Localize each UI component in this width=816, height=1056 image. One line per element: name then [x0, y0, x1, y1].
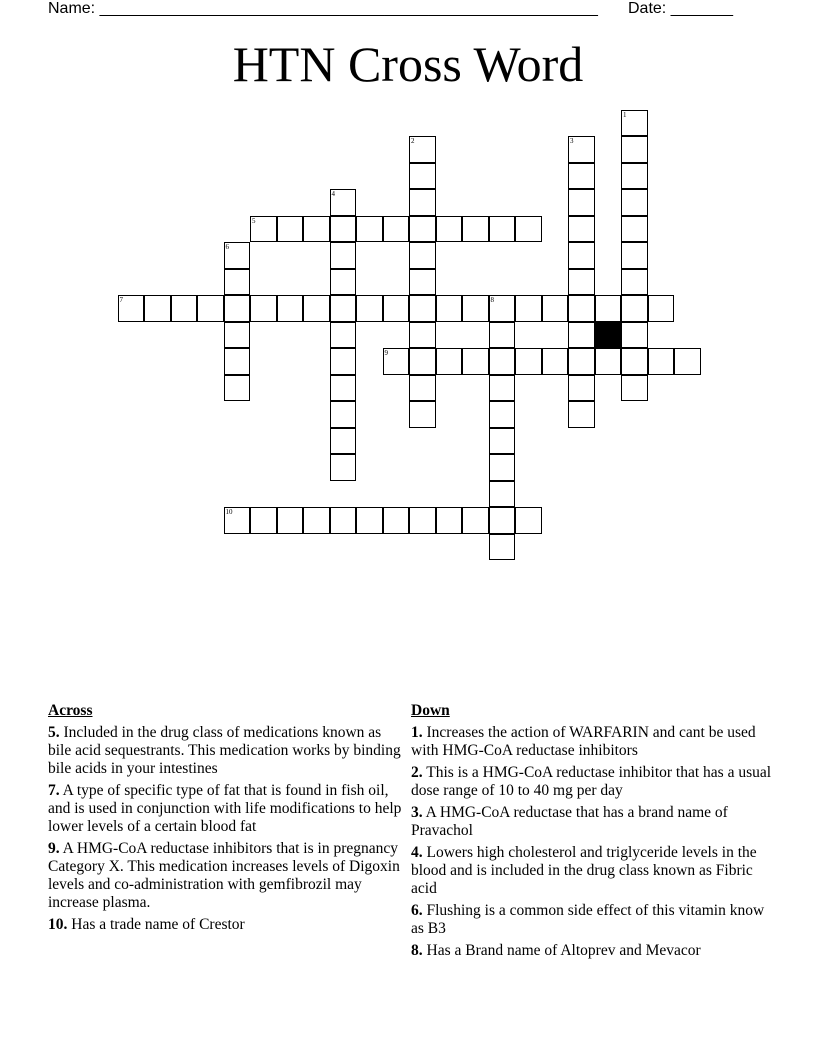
- clue-text: Lowers high cholesterol and triglyceride levels in the blood and is included in the drug class known as Fibric acid: [411, 844, 757, 897]
- clue-text: Flushing is a common side effect of this vitamin know as B3: [411, 902, 765, 937]
- grid-cell[interactable]: [436, 507, 463, 534]
- grid-cell[interactable]: [489, 481, 516, 508]
- grid-cell[interactable]: [383, 348, 410, 375]
- grid-cell[interactable]: [409, 216, 436, 243]
- grid-cell[interactable]: [621, 136, 648, 163]
- grid-cell[interactable]: [277, 507, 304, 534]
- grid-cell[interactable]: [568, 269, 595, 296]
- clue-down-6: [411, 902, 776, 938]
- grid-cell[interactable]: [409, 163, 436, 190]
- grid-cell[interactable]: [568, 189, 595, 216]
- page-title: HTN Cross Word: [232, 36, 584, 92]
- grid-cell[interactable]: [356, 507, 383, 534]
- cell-number: 2: [411, 137, 415, 145]
- grid-cell[interactable]: [224, 242, 251, 269]
- grid-cell[interactable]: [409, 507, 436, 534]
- clue-text: Included in the drug class of medications known as bile acid sequestrants. This medication works by binding bile acids in your intestines: [48, 724, 401, 777]
- grid-cell[interactable]: [489, 322, 516, 349]
- grid-cell[interactable]: [648, 348, 675, 375]
- clue-number: 2.: [411, 764, 423, 781]
- grid-cell[interactable]: [489, 454, 516, 481]
- grid-cell[interactable]: [568, 401, 595, 428]
- grid-cell[interactable]: [542, 295, 569, 322]
- grid-cell[interactable]: [621, 322, 648, 349]
- clue-text: A HMG-CoA reductase that has a brand name of Pravachol: [411, 804, 728, 839]
- grid-cell[interactable]: [621, 110, 648, 137]
- cell-number: 3: [570, 137, 574, 145]
- grid-cell[interactable]: [621, 295, 648, 322]
- grid-cell[interactable]: [568, 375, 595, 402]
- grid-cell[interactable]: [462, 507, 489, 534]
- grid-cell[interactable]: [568, 216, 595, 243]
- grid-cell[interactable]: [330, 401, 357, 428]
- grid-cell[interactable]: [436, 348, 463, 375]
- clue-number: 10.: [48, 916, 68, 933]
- grid-cell[interactable]: [489, 216, 516, 243]
- grid-cell[interactable]: [197, 295, 224, 322]
- grid-cell[interactable]: [621, 242, 648, 269]
- clue-text: Has a Brand name of Altoprev and Mevacor: [426, 942, 701, 959]
- grid-cell[interactable]: [224, 269, 251, 296]
- grid-cell[interactable]: [224, 348, 251, 375]
- grid-cell[interactable]: [409, 375, 436, 402]
- grid-cell[interactable]: [330, 322, 357, 349]
- down-heading: Down: [411, 702, 450, 719]
- clue-across-7: [48, 782, 408, 836]
- grid-cell[interactable]: [409, 189, 436, 216]
- clue-number: 7.: [48, 782, 60, 799]
- cell-number: 4: [331, 190, 335, 198]
- grid-cell[interactable]: [595, 348, 622, 375]
- across-clues: [48, 702, 408, 938]
- grid-cell[interactable]: [144, 295, 171, 322]
- grid-cell[interactable]: [595, 295, 622, 322]
- grid-cell[interactable]: [542, 348, 569, 375]
- grid-cell[interactable]: [330, 454, 357, 481]
- grid-cell[interactable]: [383, 295, 410, 322]
- cell-number: 1: [623, 110, 627, 119]
- grid-cell[interactable]: [409, 348, 436, 375]
- grid-cell[interactable]: [330, 507, 357, 534]
- clue-across-10: [48, 916, 408, 934]
- clue-down-2: [411, 764, 776, 800]
- clue-down-1: [411, 724, 776, 760]
- cell-number: 8: [490, 296, 494, 304]
- grid-cell[interactable]: [489, 428, 516, 455]
- grid-cell[interactable]: [515, 216, 542, 243]
- grid-cell[interactable]: [515, 295, 542, 322]
- grid-cell[interactable]: [489, 295, 516, 322]
- grid-cell[interactable]: [383, 507, 410, 534]
- clue-down-3: [411, 804, 776, 840]
- grid-cell[interactable]: [568, 322, 595, 349]
- name-field[interactable]: Name: ________________________________________________________: [48, 0, 598, 17]
- date-field[interactable]: Date: _______: [628, 0, 733, 17]
- clue-number: 9.: [48, 840, 60, 857]
- grid-cell[interactable]: [224, 507, 251, 534]
- grid-cell[interactable]: [489, 375, 516, 402]
- clue-text: A HMG-CoA reductase inhibitors that is in pregnancy Category X. This medication increases levels of Digoxin levels and co-administration with gemfibrozil may increase plasma.: [48, 840, 400, 911]
- grid-cell[interactable]: [568, 136, 595, 163]
- cell-number: 9: [384, 349, 388, 357]
- grid-cell[interactable]: [515, 507, 542, 534]
- across-heading: Across: [48, 702, 93, 719]
- clue-across-9: [48, 840, 408, 912]
- cell-number: 7: [119, 296, 123, 304]
- grid-cell[interactable]: [118, 295, 145, 322]
- clue-number: 4.: [411, 844, 423, 861]
- grid-cell[interactable]: [409, 322, 436, 349]
- grid-cell[interactable]: [330, 295, 357, 322]
- grid-cell[interactable]: [489, 348, 516, 375]
- grid-cell[interactable]: [303, 507, 330, 534]
- grid-cell[interactable]: [489, 401, 516, 428]
- grid-cell[interactable]: [621, 375, 648, 402]
- clue-across-5: [48, 724, 408, 778]
- grid-cell[interactable]: [462, 295, 489, 322]
- grid-cell[interactable]: [330, 216, 357, 243]
- clue-text: Increases the action of WARFARIN and cant be used with HMG-CoA reductase inhibitors: [411, 724, 756, 759]
- clue-text: Has a trade name of Crestor: [71, 916, 245, 933]
- grid-cell[interactable]: [303, 295, 330, 322]
- grid-cell[interactable]: [648, 295, 675, 322]
- grid-cell[interactable]: [250, 507, 277, 534]
- grid-cell[interactable]: [330, 428, 357, 455]
- grid-cell[interactable]: [330, 242, 357, 269]
- grid-cell[interactable]: [621, 348, 648, 375]
- grid-cell[interactable]: [621, 189, 648, 216]
- grid-cell[interactable]: [409, 269, 436, 296]
- grid-cell[interactable]: [330, 375, 357, 402]
- grid-cell[interactable]: [277, 216, 304, 243]
- clue-number: 3.: [411, 804, 423, 821]
- grid-cell[interactable]: [303, 216, 330, 243]
- grid-cell[interactable]: [409, 136, 436, 163]
- clue-number: 8.: [411, 942, 423, 959]
- grid-cell[interactable]: [515, 348, 542, 375]
- grid-cell-black: [595, 322, 622, 349]
- grid-cell[interactable]: [621, 163, 648, 190]
- grid-cell[interactable]: [224, 322, 251, 349]
- grid-cell[interactable]: [436, 216, 463, 243]
- grid-cell[interactable]: [330, 189, 357, 216]
- grid-cell[interactable]: [674, 348, 701, 375]
- grid-cell[interactable]: [383, 216, 410, 243]
- grid-cell[interactable]: [621, 216, 648, 243]
- grid-cell[interactable]: [568, 163, 595, 190]
- clue-number: 5.: [48, 724, 60, 741]
- grid-cell[interactable]: [462, 216, 489, 243]
- grid-cell[interactable]: [568, 242, 595, 269]
- clue-number: 6.: [411, 902, 423, 919]
- cell-number: 10: [225, 508, 233, 516]
- grid-cell[interactable]: [330, 348, 357, 375]
- grid-cell[interactable]: [330, 269, 357, 296]
- grid-cell[interactable]: [568, 348, 595, 375]
- cell-number: 5: [252, 216, 256, 225]
- clue-text: A type of specific type of fat that is found in fish oil, and is used in conjunction with life modifications to help lower levels of a certain blood fat: [48, 782, 402, 835]
- grid-cell[interactable]: [568, 295, 595, 322]
- grid-cell[interactable]: [250, 295, 277, 322]
- grid-cell[interactable]: [356, 295, 383, 322]
- clue-text: This is a HMG-CoA reductase inhibitor that has a usual dose range of 10 to 40 mg per day: [411, 764, 772, 799]
- grid-cell[interactable]: [409, 242, 436, 269]
- down-clues: [411, 702, 776, 964]
- grid-cell[interactable]: [224, 375, 251, 402]
- grid-cell[interactable]: [224, 295, 251, 322]
- grid-cell[interactable]: [409, 295, 436, 322]
- clue-number: 1.: [411, 724, 423, 741]
- grid-cell[interactable]: [171, 295, 198, 322]
- grid-cell[interactable]: [489, 507, 516, 534]
- cell-number: 6: [225, 243, 229, 251]
- grid-cell[interactable]: [436, 295, 463, 322]
- grid-cell[interactable]: [621, 269, 648, 296]
- clue-down-4: [411, 844, 776, 898]
- grid-cell[interactable]: [277, 295, 304, 322]
- grid-cell[interactable]: [462, 348, 489, 375]
- grid-cell[interactable]: [250, 216, 277, 243]
- grid-cell[interactable]: [489, 534, 516, 561]
- clue-down-8: [411, 942, 776, 960]
- grid-cell[interactable]: [409, 401, 436, 428]
- grid-cell[interactable]: [356, 216, 383, 243]
